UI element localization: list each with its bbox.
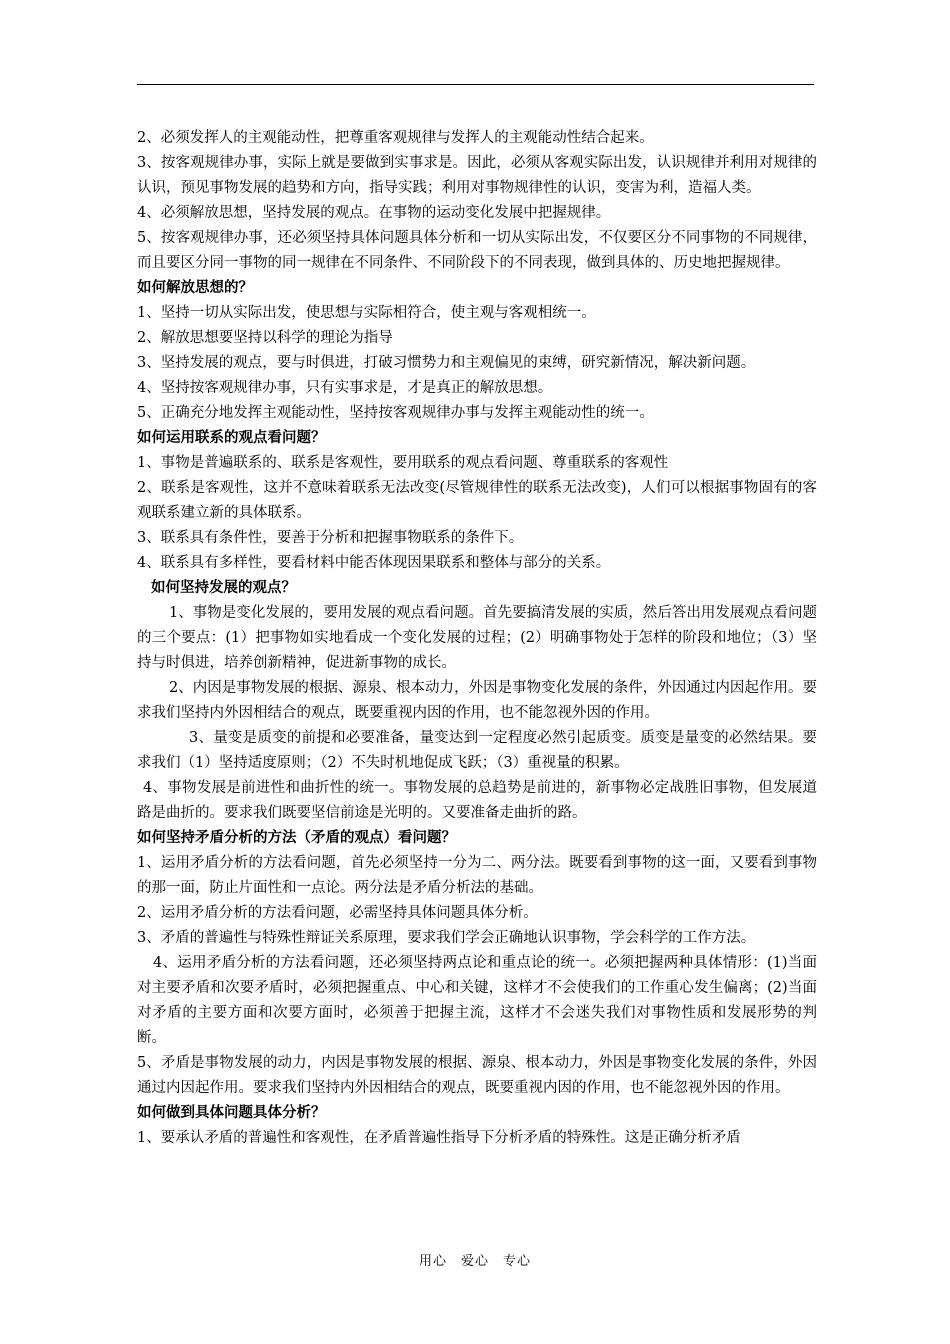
paragraph: 5、正确充分地发挥主观能动性，坚持按客观规律办事与发挥主观能动性的统一。 [137,405,654,421]
paragraph: 2、联系是客观性，这并不意味着联系无法改变(尽管规律性的联系无法改变)，人们可以根据事物固有的客观联系建立新的具体联系。 [137,480,817,521]
paragraph: 1、事物是普遍联系的、联系是客观性，要用联系的观点看问题、尊重联系的客观性 [137,455,669,471]
section-heading: 如何运用联系的观点看问题？ [137,430,326,446]
paragraph: 1、坚持一切从实际出发，使思想与实际相符合，使主观与客观相统一。 [137,305,596,321]
section-heading: 如何做到具体问题具体分析？ [137,1105,326,1121]
paragraph: 4、运用矛盾分析的方法看问题，还必须坚持两点论和重点论的统一。必须把握两种具体情形：(1)当面对主要矛盾和次要矛盾时，必须把握重点、中心和关键，这样才不会使我们的工作重心发生偏离；(2)当面对矛盾的主要方面和次要方面时，必须善于把握主流，这样才不会迷失我们对事物性质和发展形势的判断。 [137,955,817,1046]
paragraph: 2、运用矛盾分析的方法看问题，必需坚持具体问题具体分析。 [137,905,538,921]
paragraph: 2、内因是事物发展的根据、源泉、根本动力，外因是事物变化发展的条件，外因通过内因起作用。要求我们坚持内外因相结合的观点，既要重视内因的作用，也不能忽视外因的作用。 [137,680,817,721]
paragraph: 3、联系具有条件性，要善于分析和把握事物联系的条件下。 [137,530,524,546]
paragraph: 4、必须解放思想，坚持发展的观点。在事物的运动变化发展中把握规律。 [137,205,611,221]
section-heading: 如何坚持矛盾分析的方法（矛盾的观点）看问题？ [137,830,456,846]
page-footer: 用心 爱心 专心 [418,1254,531,1269]
paragraph: 1、运用矛盾分析的方法看问题，首先必须坚持一分为二、两分法。既要看到事物的这一面，又要看到事物的那一面，防止片面性和一点论。两分法是矛盾分析法的基础。 [137,855,817,896]
paragraph: 5、矛盾是事物发展的动力，内因是事物发展的根据、源泉、根本动力，外因是事物变化发展的条件，外因通过内因起作用。要求我们坚持内外因相结合的观点，既要重视内因的作用，也不能忽视外因的作用。 [137,1055,817,1096]
paragraph: 2、解放思想要坚持以科学的理论为指导 [137,330,393,346]
paragraph: 3、矛盾的普遍性与特殊性辩证关系原理，要求我们学会正确地认识事物，学会科学的工作方法。 [137,930,756,946]
paragraph: 4、事物发展是前进性和曲折性的统一。事物发展的总趋势是前进的，新事物必定战胜旧事物，但发展道路是曲折的。要求我们既要坚信前途是光明的。又要准备走曲折的路。 [137,780,817,821]
section-heading: 如何坚持发展的观点？ [151,580,296,596]
paragraph: 3、量变是质变的前提和必要准备，量变达到一定程度必然引起质变。质变是量变的必然结果。要求我们（1）坚持适度原则；（2）不失时机地促成飞跃；（3）重视量的积累。 [137,730,817,771]
paragraph: 5、按客观规律办事，还必须坚持具体问题具体分析和一切从实际出发，不仅要区分不同事物的不同规律，而且要区分同一事物的同一规律在不同条件、不同阶段下的不同表现，做到具体的、历史地把握规律。 [137,230,817,271]
paragraph: 3、坚持发展的观点，要与时俱进，打破习惯势力和主观偏见的束缚，研究新情况，解决新问题。 [137,355,756,371]
paragraph: 1、事物是变化发展的，要用发展的观点看问题。首先要搞清发展的实质，然后答出用发展观点看问题的三个要点：(1）把事物如实地看成一个变化发展的过程；(2）明确事物处于怎样的阶段和地位；（3）坚持与时俱进，培养创新精神，促进新事物的成长。 [137,605,817,671]
paragraph: 2、必须发挥人的主观能动性，把尊重客观规律与发挥人的主观能动性结合起来。 [137,130,654,146]
paragraph: 3、按客观规律办事，实际上就是要做到实事求是。因此，必须从客观实际出发，认识规律并利用对规律的认识，预见事物发展的趋势和方向，指导实践；利用对事物规律性的认识，变害为利，造福人类。 [137,155,817,196]
document-body [137,126,817,1151]
header-rule [137,84,814,85]
paragraph: 4、坚持按客观规律办事，只有实事求是，才是真正的解放思想。 [137,380,553,396]
paragraph: 4、联系具有多样性，要看材料中能否体现因果联系和整体与部分的关系。 [137,555,611,571]
paragraph: 1、要承认矛盾的普遍性和客观性，在矛盾普遍性指导下分析矛盾的特殊性。这是正确分析矛盾 [137,1130,741,1146]
section-heading: 如何解放思想的？ [137,280,253,296]
